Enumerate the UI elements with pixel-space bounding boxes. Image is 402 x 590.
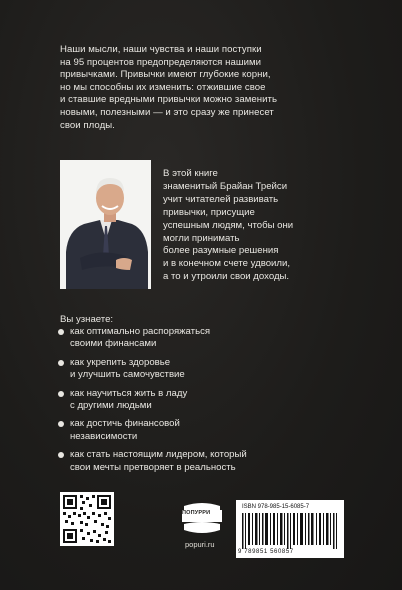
bullet-text: как научиться жить в ладу xyxy=(70,387,188,399)
bullet-icon xyxy=(58,329,64,335)
intro-line: новыми, полезными — и это сразу же принесет xyxy=(60,106,274,118)
list-item xyxy=(58,449,358,474)
description-line: могли принимать xyxy=(163,232,240,244)
book-description xyxy=(163,168,363,284)
qr-code xyxy=(60,492,114,546)
list-item xyxy=(58,357,358,382)
description-line: и в конечном счете удвоили, xyxy=(163,258,291,270)
description-line: знаменитый Брайан Трейси xyxy=(163,180,288,192)
list-item xyxy=(58,418,358,443)
author-photo xyxy=(60,160,151,289)
intro-line: на 95 процентов предопределяются нашими xyxy=(60,56,262,68)
bullet-text: как достичь финансовой xyxy=(70,418,180,430)
website: popuri.ru xyxy=(185,540,215,549)
bullet-icon xyxy=(58,452,64,458)
publisher-logo-icon xyxy=(180,500,224,536)
bullet-text: как укрепить здоровье xyxy=(70,356,171,368)
bullet-text: как стать настоящим лидером, который xyxy=(70,449,247,461)
barcode-number: 9 789851 560857 xyxy=(238,549,294,555)
bullet-text: своими финансами xyxy=(70,338,157,350)
bullet-text: свои мечты претворяет в реальность xyxy=(70,461,236,473)
isbn-barcode xyxy=(236,500,344,558)
intro-line: и ставшие вредными привычки можно заменить xyxy=(60,94,278,106)
barcode-icon xyxy=(242,513,340,549)
list-item xyxy=(58,388,358,413)
description-line: привычки, присущие xyxy=(163,206,255,218)
bullet-text: независимости xyxy=(70,430,138,442)
isbn-text: ISBN 978-985-15-6085-7 xyxy=(242,504,310,510)
bullet-icon xyxy=(58,421,64,427)
intro-line: Наши мысли, наши чувства и наши поступки xyxy=(60,44,262,55)
intro-line: но мы способны их изменить: отжившие свое xyxy=(60,81,266,93)
description-line: а то и утроили свои доходы. xyxy=(163,271,290,283)
intro-line: свои плоды. xyxy=(60,119,115,131)
bullet-list xyxy=(58,326,358,480)
bullet-icon xyxy=(58,360,64,366)
bullet-text: и улучшить самочувствие xyxy=(70,369,185,381)
intro-line: привычками. Привычки имеют глубокие корни, xyxy=(60,69,271,81)
bullet-text: с другими людьми xyxy=(70,400,152,412)
bullet-icon xyxy=(58,391,64,397)
publisher-logo-text: ПОПУРРИ xyxy=(182,510,211,516)
list-item xyxy=(58,326,358,351)
description-line: успешным людям, чтобы они xyxy=(163,219,294,231)
description-line: учит читателей развивать xyxy=(163,193,279,205)
bullet-text: как оптимально распоряжаться xyxy=(70,326,211,337)
description-line: В этой книге xyxy=(163,168,218,179)
intro-paragraph xyxy=(60,44,360,132)
learn-heading: Вы узнаете: xyxy=(60,314,114,325)
description-line: более разумные решения xyxy=(163,245,279,257)
